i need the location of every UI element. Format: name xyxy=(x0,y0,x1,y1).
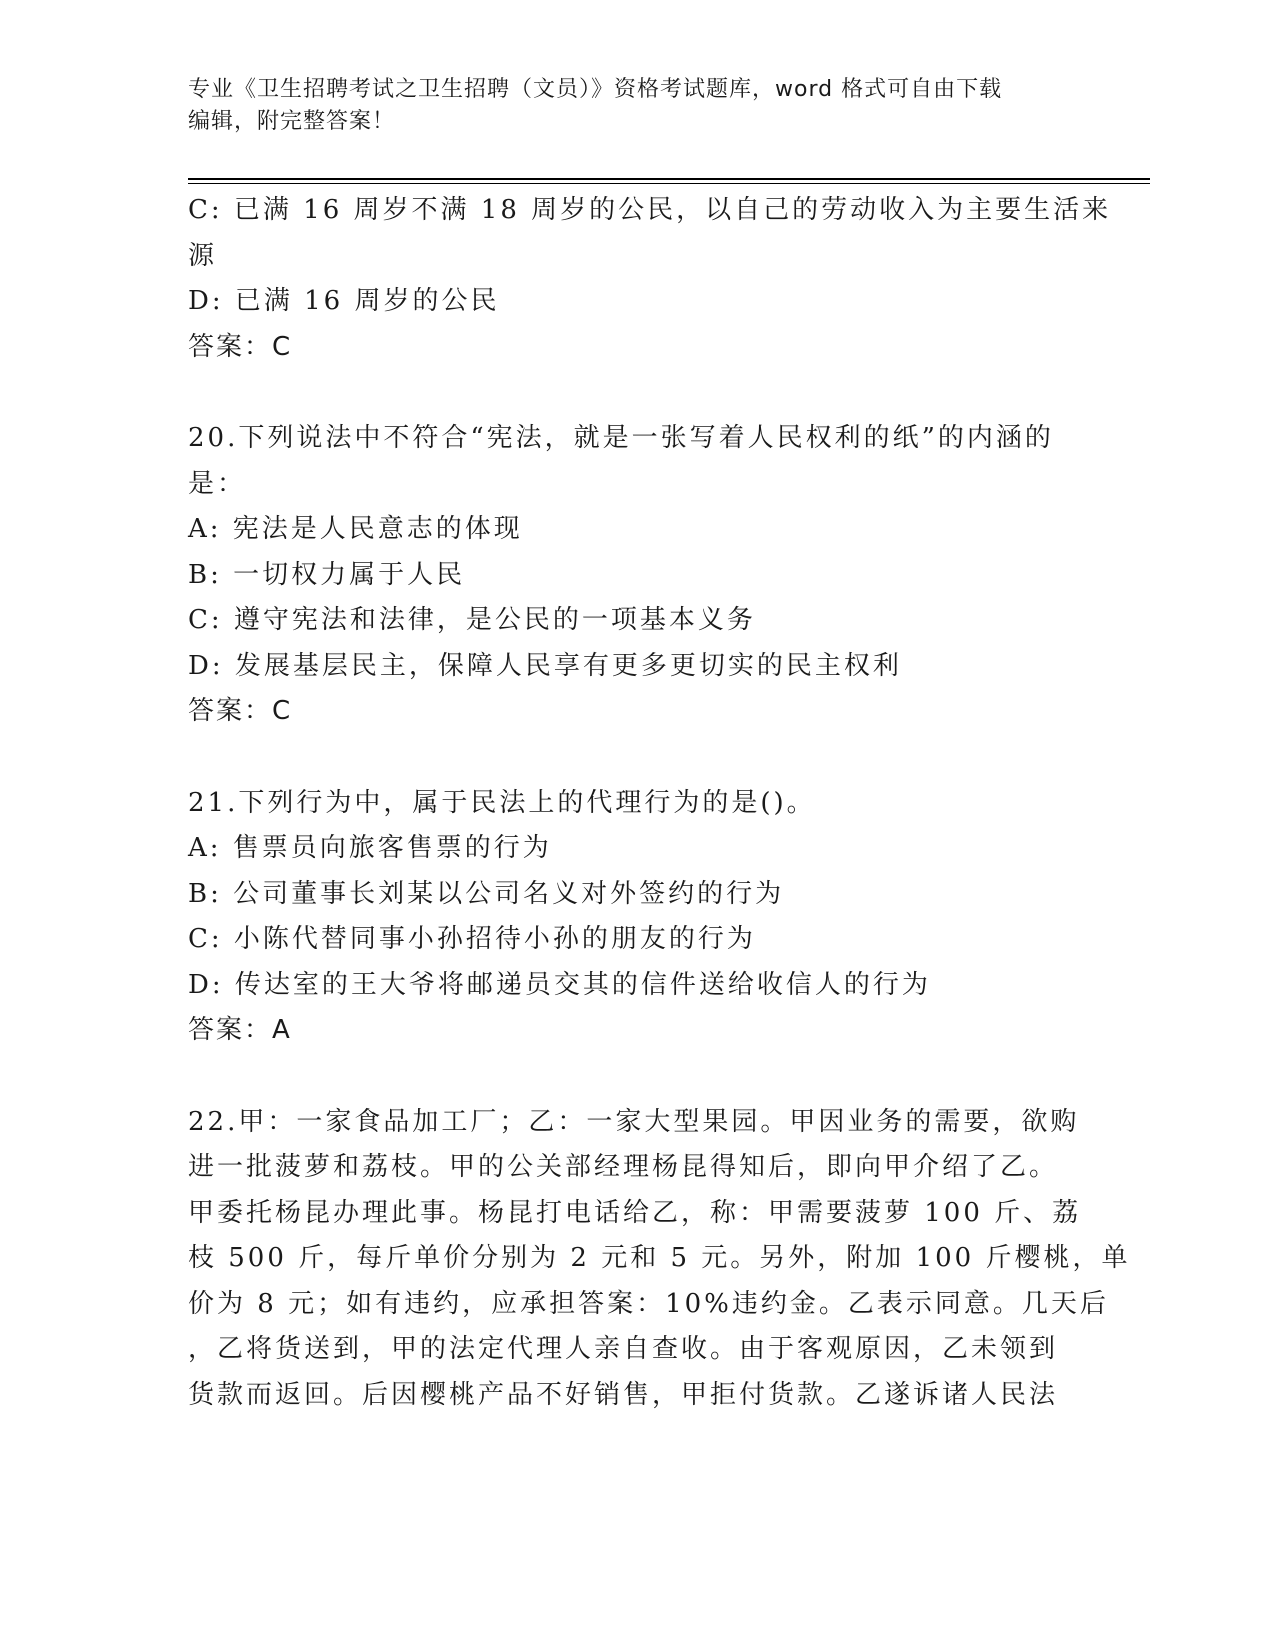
question-21 xyxy=(188,781,1088,1054)
question-22 xyxy=(188,1100,1131,1419)
header-divider-thick xyxy=(188,178,1150,180)
question-20 xyxy=(188,416,1088,735)
page-header xyxy=(188,74,1088,138)
question-stem-line-7: 货款而返回。后因樱桃产品不好销售，甲拒付货款。乙遂诉诸人民法 xyxy=(188,1379,1059,1410)
question-body xyxy=(188,188,1131,1418)
question-stem-line-6: ，乙将货送到，甲的法定代理人亲自查收。由于客观原因，乙未领到 xyxy=(188,1334,1059,1364)
question-stem-line-2: 是： xyxy=(188,468,247,499)
question-stem: 21.下列行为中，属于民法上的代理行为的是()。 xyxy=(188,787,816,818)
option-a: A: 宪法是人民意志的体现 xyxy=(188,514,523,544)
question-19-tail xyxy=(188,188,1112,370)
question-stem-line-1: 22.甲：一家食品加工厂；乙：一家大型果园。甲因业务的需要，欲购 xyxy=(188,1106,1080,1137)
option-c-line-2: 源 xyxy=(188,240,218,271)
question-stem-line-4: 枝 500 斤，每斤单价分别为 2 元和 5 元。另外，附加 100 斤樱桃，单 xyxy=(188,1243,1131,1273)
option-c-line-1: C: 已满 16 周岁不满 18 周岁的公民，以自己的劳动收入为主要生活来 xyxy=(188,195,1112,225)
option-d: D: 已满 16 周岁的公民 xyxy=(188,286,500,316)
answer: 答案：C xyxy=(188,696,293,726)
question-stem-line-5: 价为 8 元；如有违约，应承担答案：10%违约金。乙表示同意。几天后 xyxy=(188,1288,1109,1319)
answer: 答案：A xyxy=(188,1015,292,1045)
option-b: B: 一切权力属于人民 xyxy=(188,559,466,590)
question-stem-line-3: 甲委托杨昆办理此事。杨昆打电话给乙，称：甲需要菠萝 100 斤、荔 xyxy=(188,1197,1082,1228)
option-c: C: 遵守宪法和法律，是公民的一项基本义务 xyxy=(188,605,756,635)
option-d: D: 发展基层民主，保障人民享有更多更切实的民主权利 xyxy=(188,650,902,681)
option-b: B: 公司董事长刘某以公司名义对外签约的行为 xyxy=(188,878,785,909)
header-divider-thin xyxy=(188,183,1150,184)
answer: 答案：C xyxy=(188,331,293,362)
header-line-2: 编辑，附完整答案！ xyxy=(188,109,396,134)
option-c: C: 小陈代替同事小孙招待小孙的朋友的行为 xyxy=(188,924,756,954)
option-d: D: 传达室的王大爷将邮递员交其的信件送给收信人的行为 xyxy=(188,969,931,1000)
option-a: A: 售票员向旅客售票的行为 xyxy=(188,833,552,863)
header-line-1: 专业《卫生招聘考试之卫生招聘（文员）》资格考试题库，word 格式可自由下载 xyxy=(188,77,1003,102)
question-stem-line-1: 20.下列说法中不符合“宪法，就是一张写着人民权利的纸”的内涵的 xyxy=(188,423,1054,453)
question-stem-line-2: 进一批菠萝和荔枝。甲的公关部经理杨昆得知后，即向甲介绍了乙。 xyxy=(188,1152,1059,1182)
